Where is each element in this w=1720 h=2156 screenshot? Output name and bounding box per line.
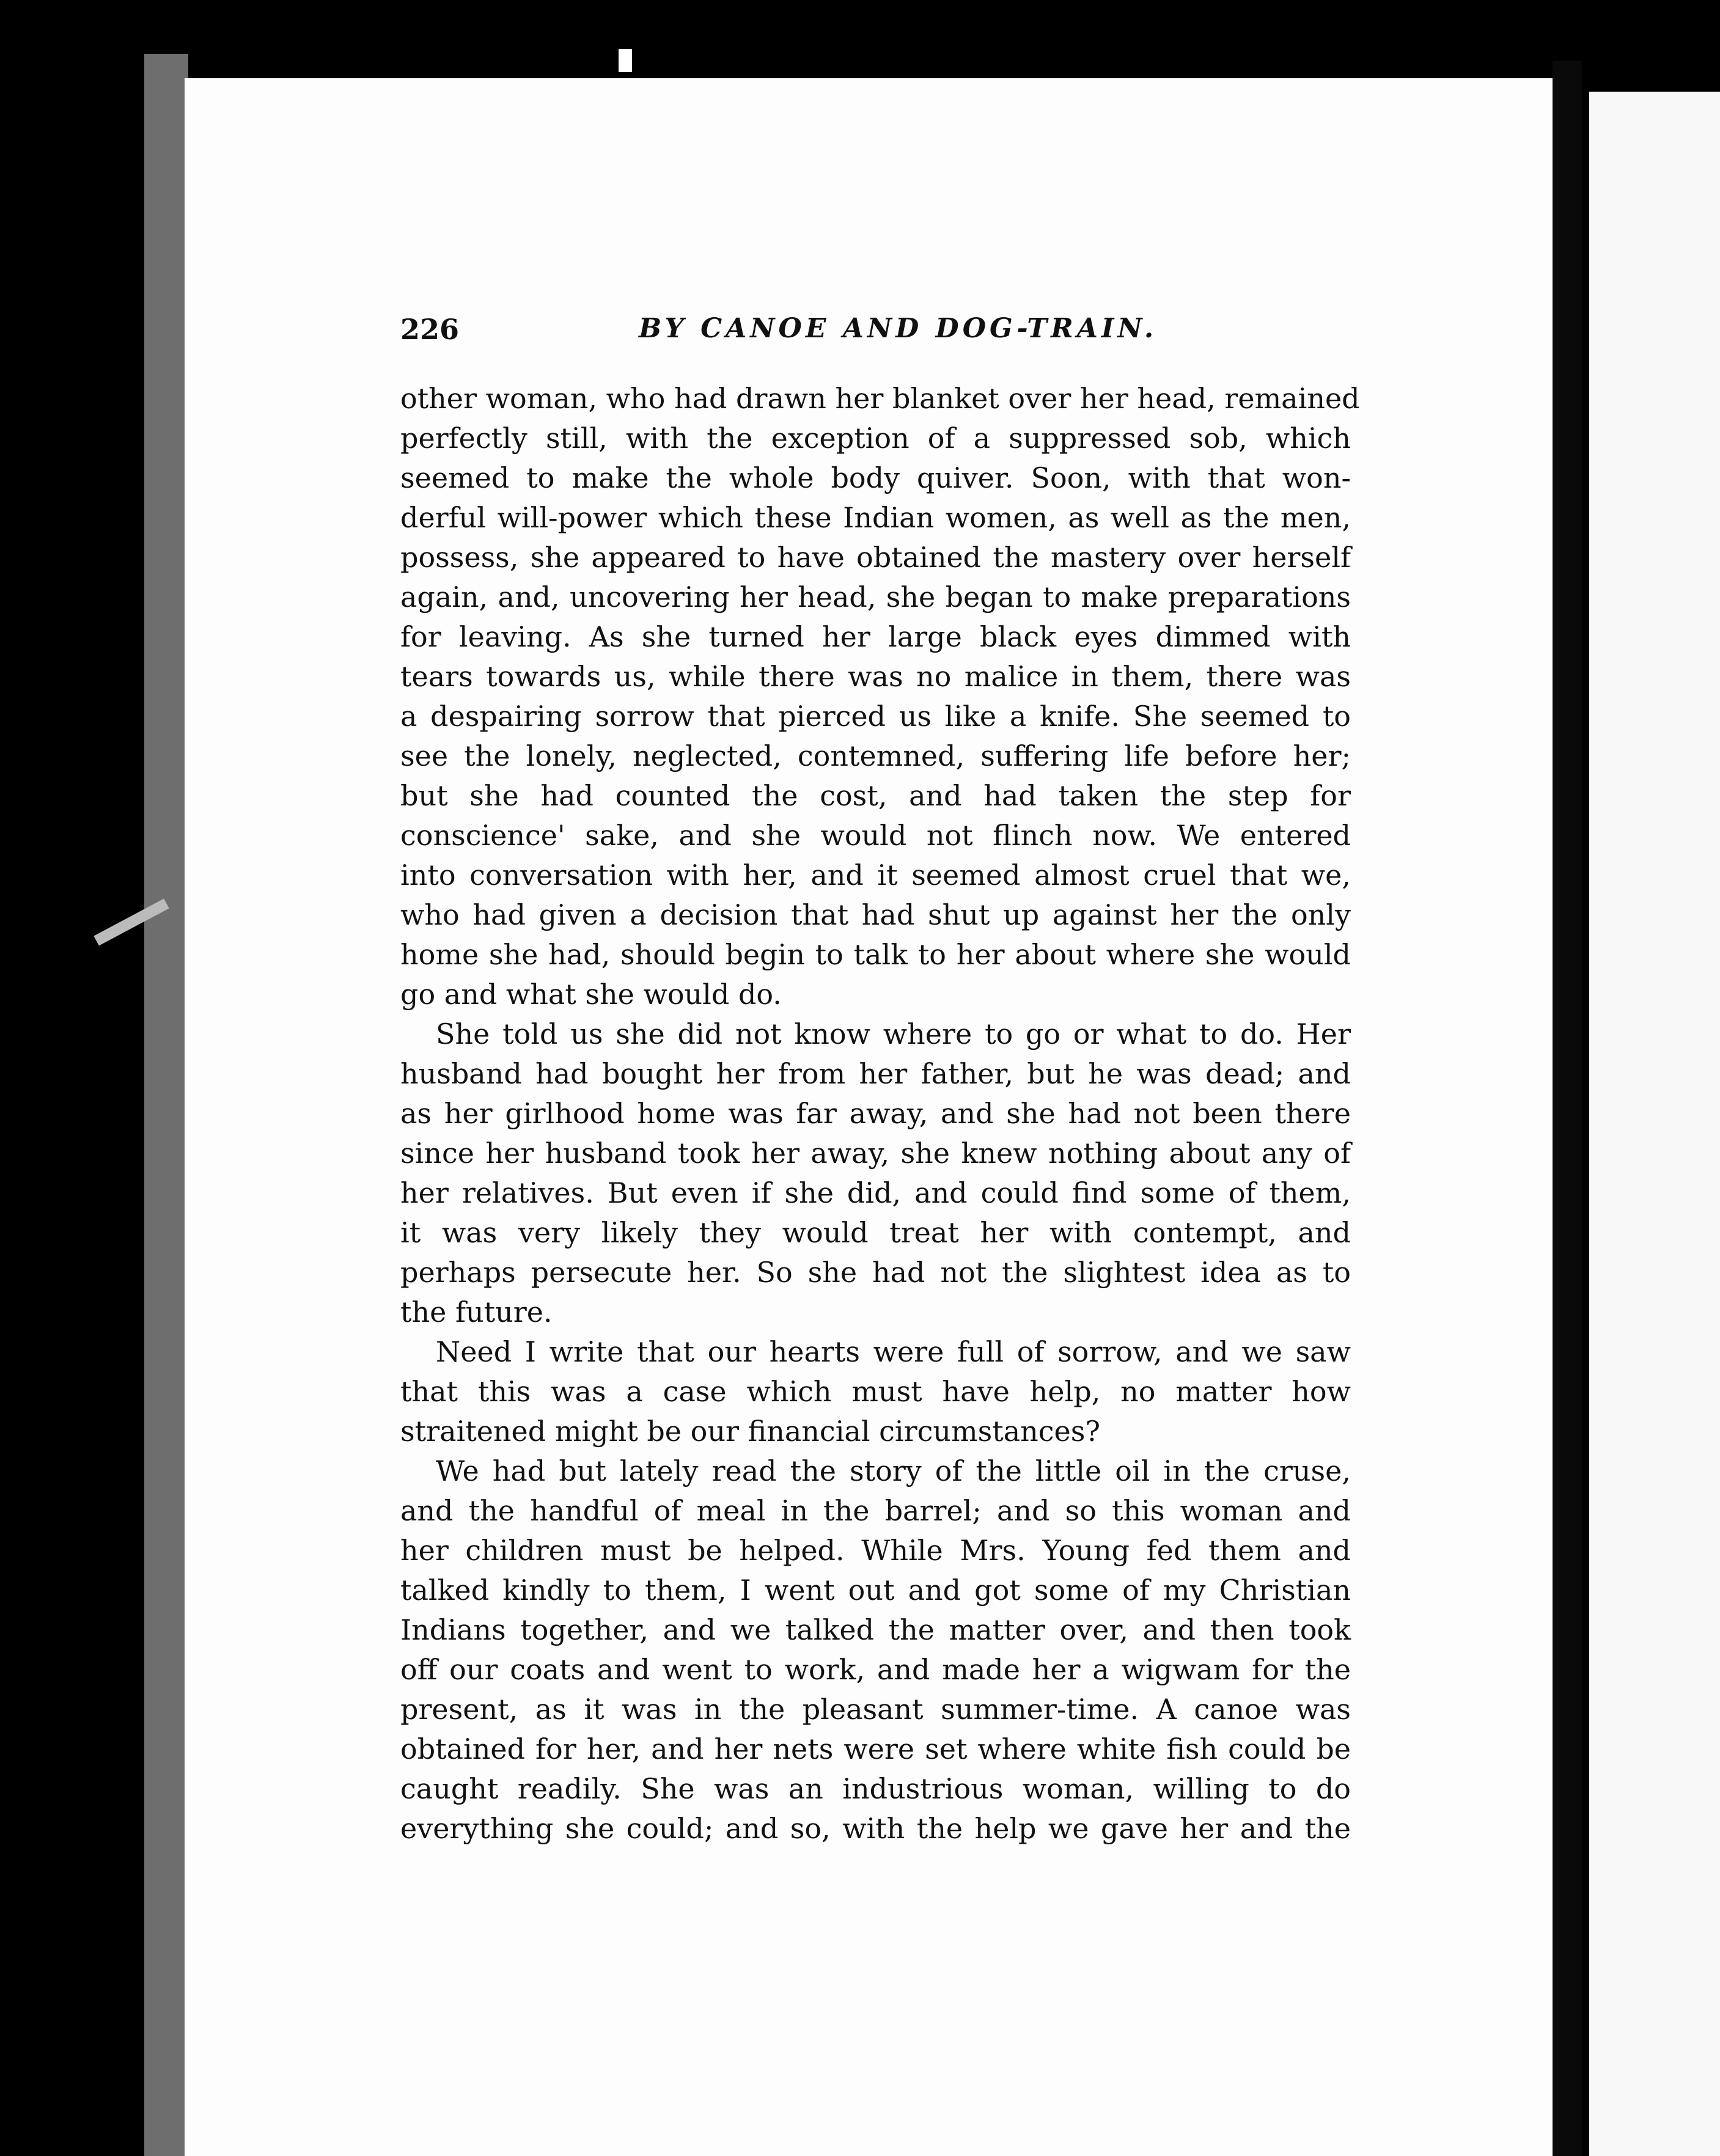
text-line: conscience' sake, and she would not flinch now. We entered <box>400 819 1351 852</box>
text-line: her children must be helped. While Mrs. Young fed them and <box>400 1534 1351 1567</box>
text-line: perhaps persecute her. So she had not the slightest idea as to <box>400 1256 1351 1289</box>
book-gutter <box>1553 61 1582 2156</box>
text-line: derful will-power which these Indian women, as well as the men, <box>400 501 1351 534</box>
text-line: but she had counted the cost, and had taken the step for <box>400 779 1351 812</box>
text-line: everything she could; and so, with the help we gave her and the <box>400 1812 1351 1845</box>
text-line: see the lonely, neglected, contemned, suffering life before her; <box>400 739 1351 772</box>
scan-speck <box>619 49 632 72</box>
body-text <box>400 379 1360 1849</box>
text-line: her relatives. But even if she did, and could find some of them, <box>400 1176 1351 1209</box>
text-line: it was very likely they would treat her with contempt, and <box>400 1216 1351 1249</box>
page-header <box>400 313 1351 362</box>
text-line: the future. <box>400 1296 553 1329</box>
text-line: Need I write that our hearts were full of sorrow, and we saw <box>436 1335 1351 1368</box>
text-line: home she had, should begin to talk to her about where she would <box>400 938 1351 971</box>
text-line: since her husband took her away, she knew nothing about any of <box>400 1137 1351 1170</box>
text-line: Indians together, and we talked the matter over, and then took <box>400 1613 1351 1646</box>
text-line: perfectly still, with the exception of a suppressed sob, which <box>400 422 1351 455</box>
running-title: BY CANOE AND DOG-TRAIN. <box>639 313 1158 344</box>
text-line: seemed to make the whole body quiver. Soon, with that won- <box>400 461 1351 494</box>
text-line: for leaving. As she turned her large black eyes dimmed with <box>400 620 1351 653</box>
text-line: into conversation with her, and it seemed almost cruel that we, <box>400 859 1351 892</box>
text-line: present, as it was in the pleasant summer-time. A canoe was <box>400 1693 1351 1726</box>
text-line: straitened might be our financial circumstances? <box>400 1415 1101 1448</box>
text-line: who had given a decision that had shut up against her the only <box>400 898 1351 931</box>
text-line: tears towards us, while there was no malice in them, there was <box>400 660 1351 693</box>
text-line: possess, she appeared to have obtained the mastery over herself <box>400 541 1351 574</box>
text-line: again, and, uncovering her head, she began to make preparations <box>400 581 1351 614</box>
text-line: go and what she would do. <box>400 978 782 1011</box>
text-line: talked kindly to them, I went out and got some of my Christian <box>400 1574 1351 1607</box>
text-line: and the handful of meal in the barrel; and so this woman and <box>400 1494 1351 1527</box>
text-line: a despairing sorrow that pierced us like a knife. She seemed to <box>400 700 1351 733</box>
book-edge-left <box>144 54 188 2156</box>
next-page-edge <box>1589 92 1720 2156</box>
text-line: We had but lately read the story of the little oil in the cruse, <box>436 1454 1351 1487</box>
text-line: obtained for her, and her nets were set where white fish could be <box>400 1733 1351 1766</box>
text-line: caught readily. She was an industrious woman, willing to do <box>400 1772 1351 1805</box>
text-line: husband had bought her from her father, but he was dead; and <box>400 1057 1351 1090</box>
text-line: as her girlhood home was far away, and she had not been there <box>400 1097 1351 1130</box>
text-line: other woman, who had drawn her blanket over her head, remained <box>400 382 1360 415</box>
text-line: off our coats and went to work, and made her a wigwam for the <box>400 1653 1351 1686</box>
page-number: 226 <box>400 313 460 346</box>
text-line: that this was a case which must have help, no matter how <box>400 1375 1351 1408</box>
text-line: She told us she did not know where to go or what to do. Her <box>436 1018 1351 1050</box>
